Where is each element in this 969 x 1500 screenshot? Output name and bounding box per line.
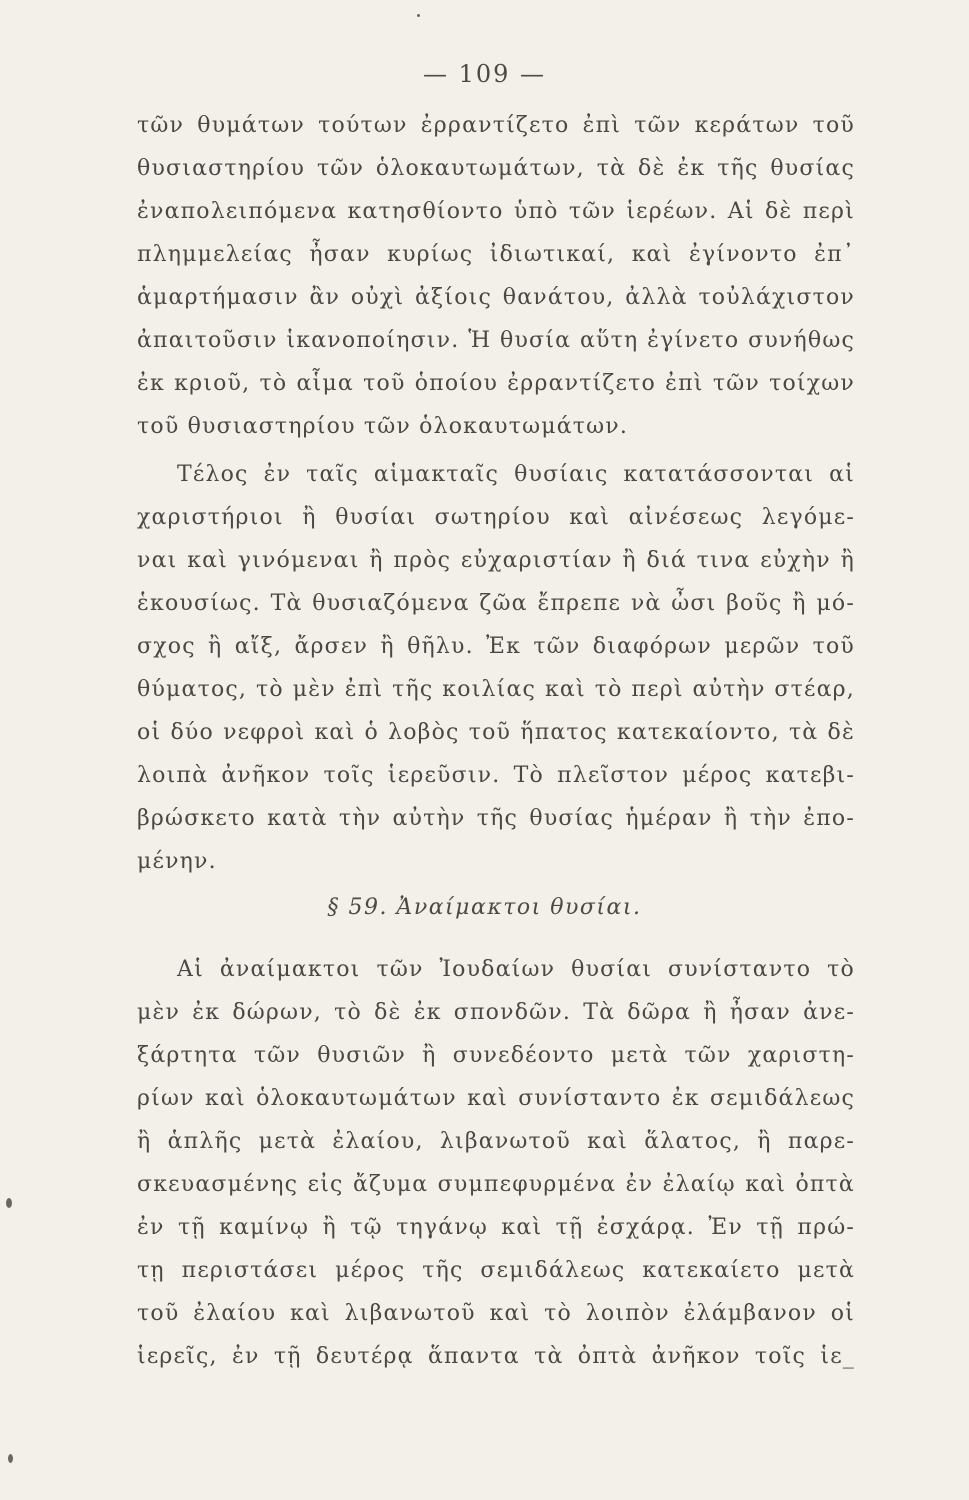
text-line: θύματος, τὸ μὲν ἐπὶ τῆς κοιλίας καὶ τὸ περὶ αὐτὴν στέαρ, [137,677,855,702]
paper-speck [6,1198,12,1208]
text-line: μένην. [137,849,217,874]
text-line: ἢ ἁπλῆς μετὰ ἐλαίου, λιβανωτοῦ καὶ ἅλατος, ἢ παρε- [137,1129,855,1154]
paper-speck [417,14,420,17]
text-line: πλημμελείας ἦσαν κυρίως ἰδιωτικαί, καὶ ἐγίνοντο ἐπ᾿ [137,242,855,267]
section-heading: § 59. Ἀναίμακτοι θυσίαι. [327,895,642,920]
text-line: ξάρτητα τῶν θυσιῶν ἢ συνεδέοντο μετὰ τῶν χαριστη- [137,1043,855,1068]
page-number: — 109 — [422,60,547,88]
text-line: ρίων καὶ ὁλοκαυτωμάτων καὶ συνίσταντο ἐκ σεμιδάλεως [137,1086,855,1111]
text-line: χαριστήριοι ἢ θυσίαι σωτηρίου καὶ αἰνέσεως λεγόμε- [137,505,855,530]
text-line: λοιπὰ ἀνῆκον τοῖς ἱερεῦσιν. Τὸ πλεῖστον μέρος κατεβι- [137,763,855,788]
text-line: ἀπαιτοῦσιν ἱκανοποίησιν. Ἡ θυσία αὕτη ἐγίνετο συνήθως [137,328,855,353]
paragraph-3 [137,948,855,1378]
text-line: ναι καὶ γινόμεναι ἢ πρὸς εὐχαριστίαν ἢ διά τινα εὐχὴν ἢ [137,548,855,573]
text-line: τῶν θυμάτων τούτων ἐρραντίζετο ἐπὶ τῶν κεράτων τοῦ [137,113,855,138]
text-line: ἱερεῖς, ἐν τῇ δευτέρᾳ ἅπαντα τὰ ὀπτὰ ἀνῆκον τοῖς ἱε_ [137,1344,855,1369]
text-line: τοῦ ἐλαίου καὶ λιβανωτοῦ καὶ τὸ λοιπὸν ἐλάμβανον οἱ [137,1301,855,1326]
paper-speck [8,1454,13,1463]
text-line: ἁμαρτήμασιν ἂν οὐχὶ ἀξίοις θανάτου, ἀλλὰ τοὐλάχιστον [137,285,855,310]
text-line: μὲν ἐκ δώρων, τὸ δὲ ἐκ σπονδῶν. Τὰ δῶρα ἢ ἦσαν ἀνε- [137,1000,855,1025]
text-line: τῃ περιστάσει μέρος τῆς σεμιδάλεως κατεκαίετο μετὰ [137,1258,855,1283]
text-line: ἑκουσίως. Τὰ θυσιαζόμενα ζῶα ἔπρεπε νὰ ὦσι βοῦς ἢ μό- [137,591,855,616]
text-line: οἱ δύο νεφροὶ καὶ ὁ λοβὸς τοῦ ἥπατος κατεκαίοντο, τὰ δὲ [137,720,855,745]
text-line: θυσιαστηρίου τῶν ὁλοκαυτωμάτων, τὰ δὲ ἐκ τῆς θυσίας [137,156,855,181]
text-line: Αἱ ἀναίμακτοι τῶν Ἰουδαίων θυσίαι συνίσταντο τὸ [177,957,855,982]
text-line: ἐκ κριοῦ, τὸ αἷμα τοῦ ὁποίου ἐρραντίζετο ἐπὶ τῶν τοίχων [137,371,855,396]
text-line: σχος ἢ αἴξ, ἄρσεν ἢ θῆλυ. Ἐκ τῶν διαφόρων μερῶν τοῦ [137,634,855,659]
text-line: τοῦ θυσιαστηρίου τῶν ὁλοκαυτωμάτων. [137,414,629,439]
text-line: σκευασμένης εἰς ἄζυμα συμπεφυρμένα ἐν ἐλαίῳ καὶ ὀπτὰ [137,1172,855,1197]
text-line: βρώσκετο κατὰ τὴν αὐτὴν τῆς θυσίας ἡμέραν ἢ τὴν ἐπο- [137,806,855,831]
paragraph-1 [137,104,855,448]
text-line: Τέλος ἐν ταῖς αἱμακταῖς θυσίαις κατατάσσονται αἱ [177,462,855,487]
paragraph-2 [137,453,855,883]
text-line: ἐναπολειπόμενα κατησθίοντο ὑπὸ τῶν ἱερέων. Αἱ δὲ περὶ [137,199,855,224]
text-line: ἐν τῇ καμίνῳ ἢ τῷ τηγάνῳ καὶ τῇ ἐσχάρᾳ. Ἐν τῇ πρώ- [137,1215,855,1240]
